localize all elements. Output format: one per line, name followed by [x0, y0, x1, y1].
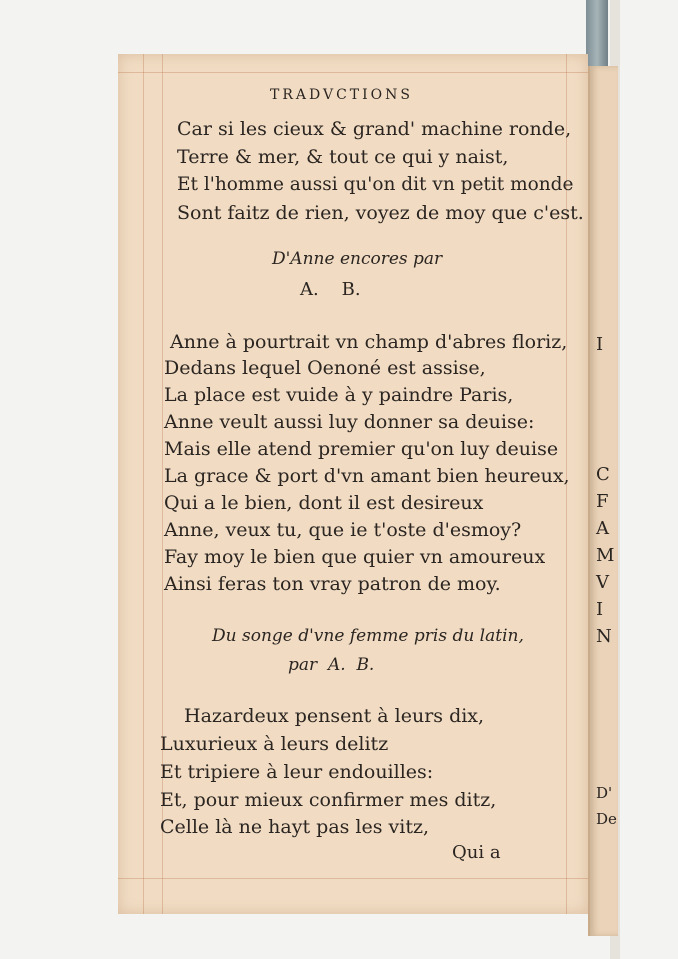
- verse-line: Terre & mer, & tout ce qui y naist,: [177, 146, 509, 168]
- verse-line: Mais elle atend premier qu'on luy deuise: [164, 438, 559, 460]
- verse-line: Qui a le bien, dont il est desireux: [164, 492, 484, 514]
- facing-letter: M: [596, 545, 615, 566]
- verse-line: Ainsi feras ton vray patron de moy.: [164, 573, 501, 595]
- verse-line: Hazardeux pensent à leurs dix,: [184, 705, 485, 727]
- verse-line: Dedans lequel Oenoné est assise,: [164, 357, 486, 379]
- verse-line: Anne à pourtrait vn champ d'abres floriz,: [170, 331, 568, 353]
- verse-line: Sont faitz de rien, voyez de moy que c'est.: [177, 202, 584, 224]
- verse-line: Celle là ne hayt pas les vitz,: [160, 816, 430, 838]
- section-heading-author: A. B.: [300, 279, 361, 300]
- verse-line: Et, pour mieux confirmer mes ditz,: [160, 789, 497, 811]
- facing-letter: A: [596, 518, 609, 539]
- running-head: TRADVCTIONS: [270, 87, 413, 103]
- ruled-line: [118, 878, 588, 879]
- facing-letter: D': [596, 784, 613, 802]
- verse-line: Anne veult aussi luy donner sa deuise:: [164, 411, 535, 433]
- verse-line: Et l'homme aussi qu'on dit vn petit monde: [177, 174, 574, 195]
- facing-letter: V: [596, 572, 609, 593]
- ruled-line: [118, 72, 588, 73]
- facing-letter: N: [596, 626, 612, 647]
- facing-letter: F: [596, 491, 609, 512]
- section-heading-author: par A. B.: [288, 655, 375, 675]
- verse-line: Car si les cieux & grand' machine ronde,: [177, 118, 572, 140]
- verse-line: Et tripiere à leur endouilles:: [160, 761, 434, 783]
- ruled-line: [162, 54, 163, 914]
- verse-line: La grace & port d'vn amant bien heureux,: [164, 465, 570, 487]
- book-spine: [586, 0, 608, 70]
- verse-line: Anne, veux tu, que ie t'oste d'esmoy?: [164, 519, 522, 541]
- ruled-line: [143, 54, 144, 914]
- facing-letter: De: [596, 810, 617, 828]
- facing-page-edge: [588, 66, 618, 936]
- facing-letter: C: [596, 464, 610, 485]
- verse-line: Fay moy le bien que quier vn amoureux: [164, 546, 546, 568]
- section-heading: D'Anne encores par: [272, 249, 443, 269]
- verse-line: Luxurieux à leurs delitz: [160, 733, 389, 755]
- section-heading: Du songe d'vne femme pris du latin,: [212, 626, 524, 646]
- facing-letter: I: [596, 599, 604, 620]
- verse-line: La place est vuide à y paindre Paris,: [164, 384, 514, 406]
- catchword: Qui a: [452, 842, 501, 863]
- facing-letter: I: [596, 334, 604, 355]
